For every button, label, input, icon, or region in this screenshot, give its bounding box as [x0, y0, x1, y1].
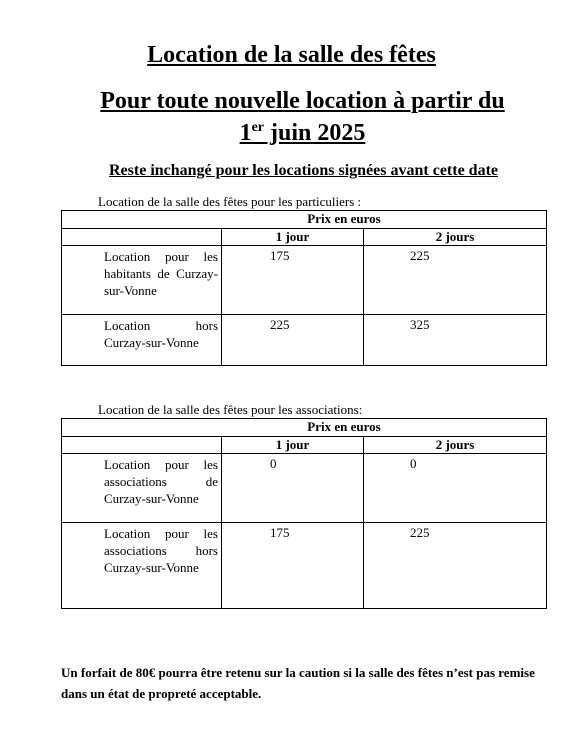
table-header-row — [62, 437, 547, 454]
document-heading-line1: Pour toute nouvelle location à partir du — [100, 88, 505, 114]
row-label: Location pour les associations de Curzay-sur-Vonne — [62, 454, 222, 523]
price-header: Prix en euros — [62, 211, 547, 229]
price-2-days: 0 — [364, 454, 547, 523]
cleaning-fee-note: Un forfait de 80€ pourra être retenu sur la caution si la salle des fêtes n’est pas remise dans un état de propreté acceptable. — [61, 665, 535, 701]
associations-table — [61, 418, 547, 609]
table-header-row — [62, 211, 547, 229]
empty-header-cell — [62, 229, 222, 246]
table-header-row — [62, 419, 547, 437]
table-row — [62, 523, 547, 609]
heading-day-suffix: er — [251, 120, 265, 135]
particuliers-table — [61, 210, 547, 366]
col-header-2-days: 2 jours — [364, 437, 547, 454]
price-2-days: 225 — [364, 523, 547, 609]
empty-header-cell — [62, 437, 222, 454]
col-header-2-days: 2 jours — [364, 229, 547, 246]
price-header: Prix en euros — [62, 419, 547, 437]
table-row — [62, 315, 547, 366]
row-label: Location pour les habitants de Curzay-sur-Vonne — [62, 246, 222, 315]
table-header-row — [62, 229, 547, 246]
row-label: Location pour les associations hors Curzay-sur-Vonne — [62, 523, 222, 609]
row-label: Location hors Curzay-sur-Vonne — [62, 315, 222, 366]
document-subtitle: Reste inchangé pour les locations signées avant cette date — [109, 162, 498, 179]
heading-date-rest: juin 2025 — [264, 120, 366, 146]
particuliers-caption: Location de la salle des fêtes pour les particuliers : — [98, 194, 362, 209]
price-1-day: 175 — [222, 523, 364, 609]
col-header-1-day: 1 jour — [222, 437, 364, 454]
price-1-day: 225 — [222, 315, 364, 366]
price-2-days: 225 — [364, 246, 547, 315]
price-2-days: 325 — [364, 315, 547, 366]
document-heading-line2 — [0, 118, 583, 148]
price-1-day: 175 — [222, 246, 364, 315]
heading-day: 1 — [239, 120, 252, 146]
table-row — [62, 454, 547, 523]
document-title: Location de la salle des fêtes — [147, 42, 436, 68]
price-1-day: 0 — [222, 454, 364, 523]
table-row — [62, 246, 547, 315]
col-header-1-day: 1 jour — [222, 229, 364, 246]
associations-caption: Location de la salle des fêtes pour les associations: — [98, 402, 363, 417]
